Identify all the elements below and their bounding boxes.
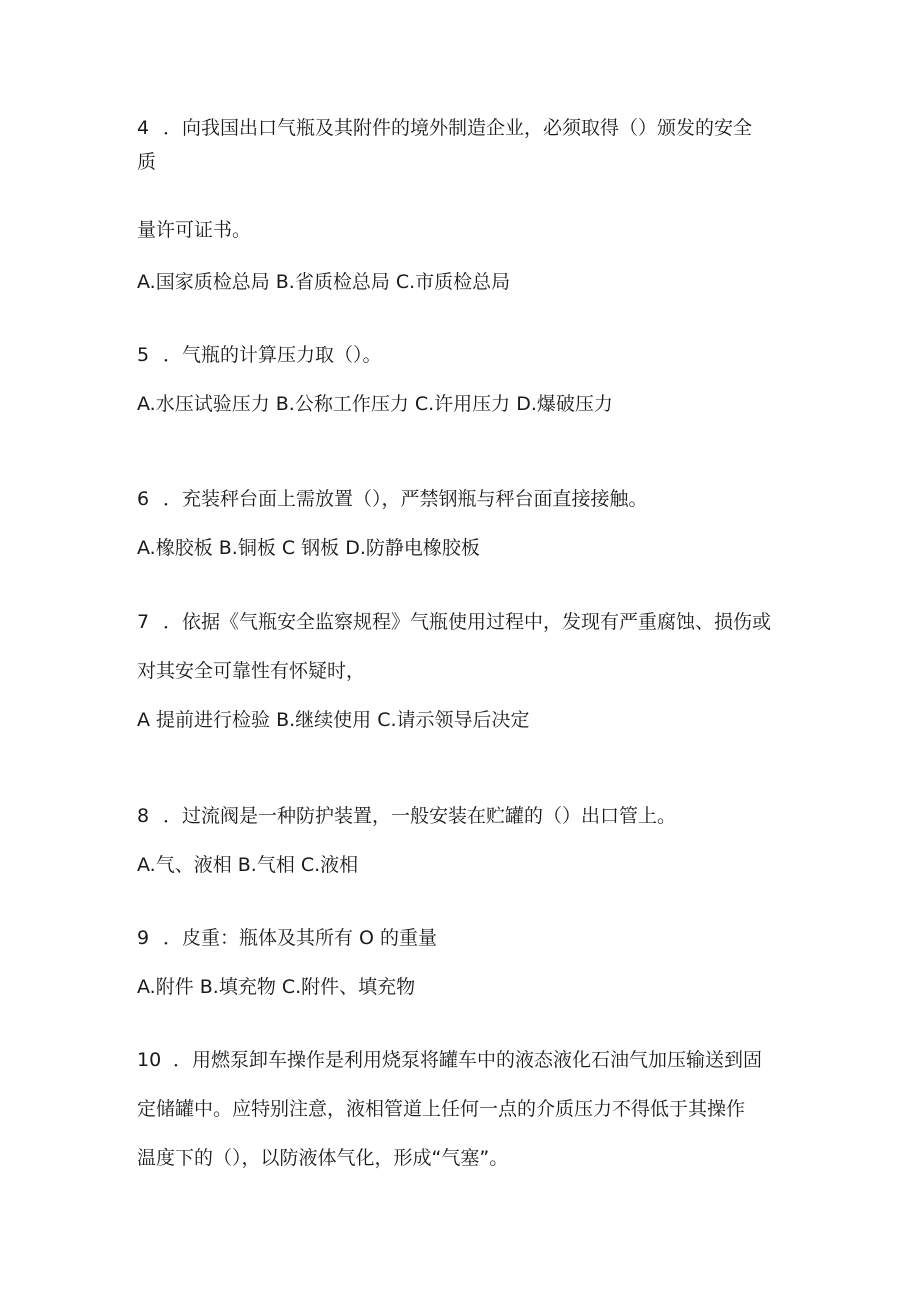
question-10-line-1: [137, 1048, 762, 1072]
question-4-options: A.国家质检总局 B.省质检总局 C.市质检总局: [137, 271, 511, 293]
question-8-options: A.气、液相 B.气相 C.液相: [137, 854, 359, 876]
question-9-line-1: [137, 926, 437, 950]
question-5-options: A.水压试验压力 B.公称工作压力 C.许用压力 D.爆破压力: [137, 393, 613, 415]
question-6-options: A.橡胶板 B.铜板 C 钢板 D.防静电橡胶板: [137, 537, 480, 559]
question-text: ．充装秤台面上需放置（），严禁钢瓶与秤台面直接接触。: [163, 488, 648, 510]
question-4-line-1: [137, 116, 752, 140]
question-9-options: A.附件 B.填充物 C.附件、填充物: [137, 976, 416, 998]
question-7-line-1: [137, 610, 771, 634]
question-number: 10: [137, 1049, 162, 1071]
question-text: ．过流阀是一种防护装置，一般安装在贮罐的（）出口管上。: [163, 805, 677, 827]
question-8-line-1: [137, 804, 676, 828]
question-text: ．依据《气瓶安全监察规程》气瓶使用过程中，发现有严重腐蚀、损伤或: [163, 611, 772, 633]
question-4-line-2: 质: [137, 151, 157, 173]
question-text: ．皮重：瓶体及其所有 O 的重量: [163, 927, 438, 949]
question-text: ．向我国出口气瓶及其附件的境外制造企业，必须取得（）颁发的安全: [163, 117, 753, 139]
question-number: 6: [137, 488, 150, 510]
question-7-line-2: 对其安全可靠性有怀疑时，: [137, 660, 366, 682]
question-number: 4: [137, 117, 150, 139]
question-4-line-3: 量许可证书。: [137, 219, 252, 241]
question-number: 5: [137, 344, 150, 366]
question-number: 7: [137, 611, 150, 633]
question-6-line-1: [137, 487, 648, 511]
question-5-line-1: [137, 343, 382, 367]
question-number: 8: [137, 805, 150, 827]
question-text: ．用燃泵卸车操作是利用烧泵将罐车中的液态液化石油气加压输送到固: [173, 1049, 763, 1071]
question-10-line-3: 温度下的（），以防液体气化，形成“气塞”。: [137, 1147, 509, 1169]
question-number: 9: [137, 927, 150, 949]
question-text: ．气瓶的计算压力取（）。: [163, 344, 382, 366]
question-7-options: A 提前进行检验 B.继续使用 C.请示领导后决定: [137, 709, 530, 731]
question-10-line-2: 定储罐中。应特别注意，液相管道上任何一点的介质压力不得低于其操作: [137, 1098, 746, 1120]
